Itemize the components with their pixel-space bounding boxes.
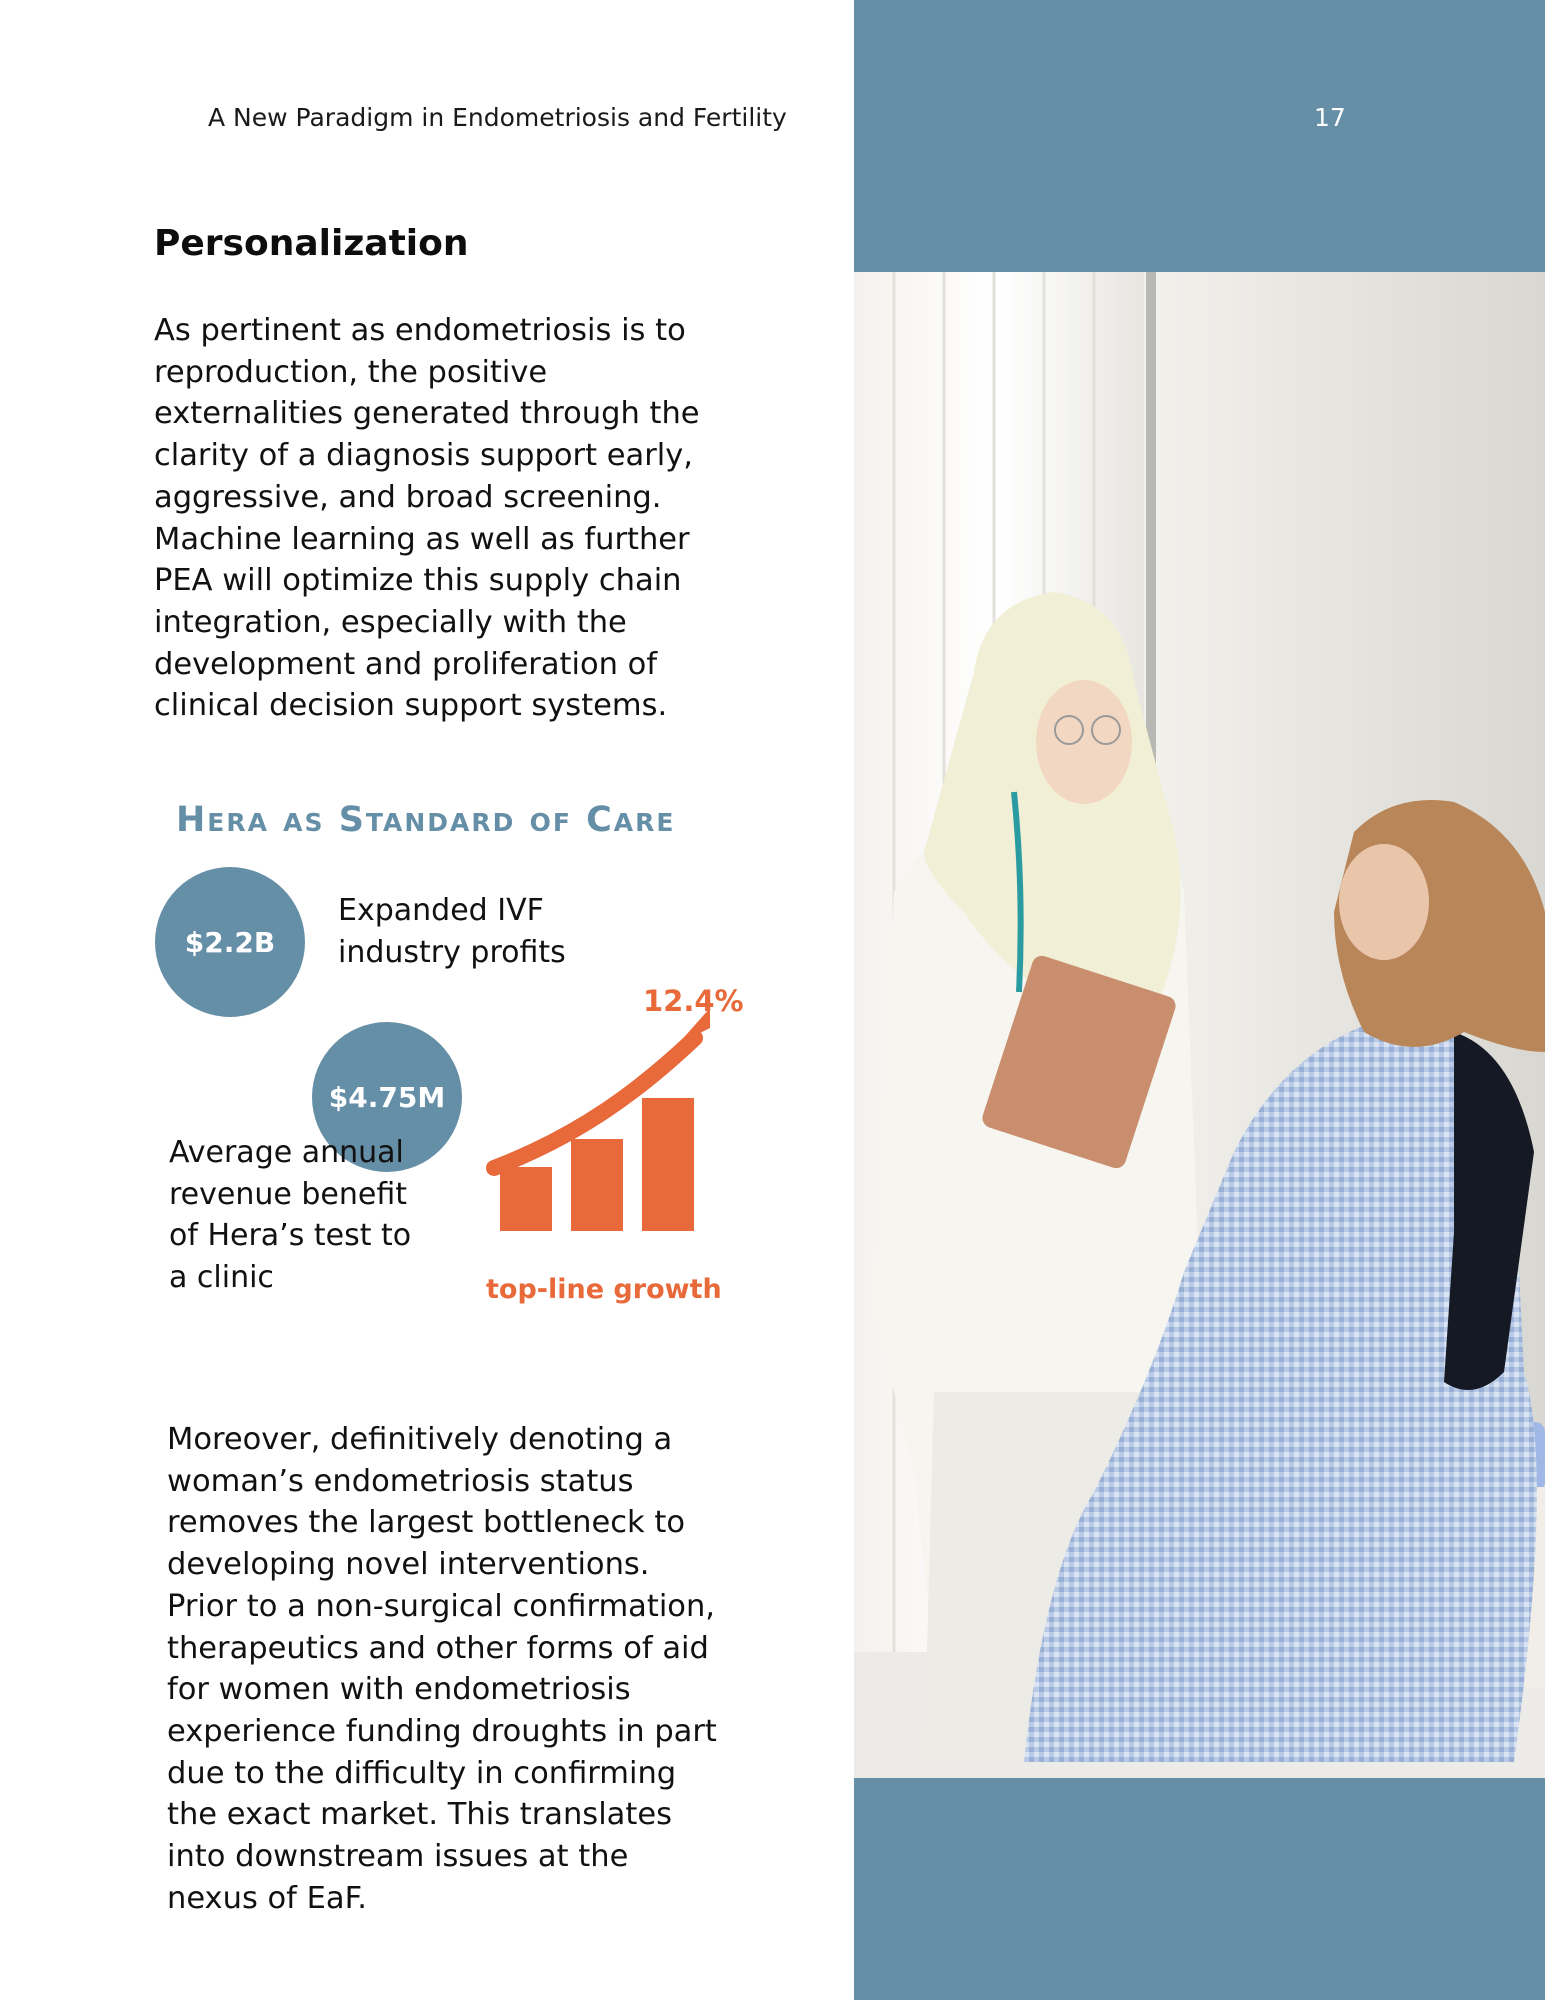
body-paragraph-2: Moreover, definitively denoting a woman’s endometriosis status removes the largest bottleneck to developing novel interventions. Prior to a non-surgical confirmation, therapeutics and other forms of aid for women with endometriosis experience funding droughts in part due to the difficulty in confirming the exact market. This translates into downstream issues at the nexus of EaF.: [167, 1422, 717, 1916]
page-number: 17: [1314, 103, 1346, 132]
patient-face: [1339, 844, 1429, 960]
doctor-face: [1036, 680, 1132, 804]
infographic-title: Hera as Standard of Care: [176, 800, 676, 840]
header-color-band: [854, 0, 1545, 272]
growth-percentage: 12.4%: [643, 984, 744, 1018]
growth-bar-1: [500, 1167, 552, 1231]
stat-label-clinic-revenue: Average annual revenue benefit of Hera’s test to a clinic: [169, 1135, 412, 1295]
doctor-patient-photo: [854, 272, 1545, 1778]
stat-circle-ivf-profits: [155, 867, 305, 1017]
running-title: A New Paradigm in Endometriosis and Fertility: [208, 103, 787, 132]
stat-value-ivf-profits: $2.2B: [184, 925, 276, 959]
footer-color-band: [854, 1778, 1545, 2000]
body-paragraph-1: As pertinent as endometriosis is to reproduction, the positive externalities generated through the clarity of a diagnosis support early, aggressive, and broad screening. Machine learning as well as further PEA will optimize this supply chain integration, especially with the development and proliferation of clinical decision support systems.: [154, 313, 700, 724]
growth-bar-3: [642, 1098, 694, 1231]
section-heading: Personalization: [154, 223, 469, 264]
growth-caption: top-line growth: [486, 1274, 722, 1305]
stat-value-clinic-revenue: $4.75M: [328, 1080, 446, 1114]
stat-label-ivf-profits: Expanded IVF industry profits: [338, 893, 566, 970]
growth-bar-2: [571, 1139, 623, 1231]
